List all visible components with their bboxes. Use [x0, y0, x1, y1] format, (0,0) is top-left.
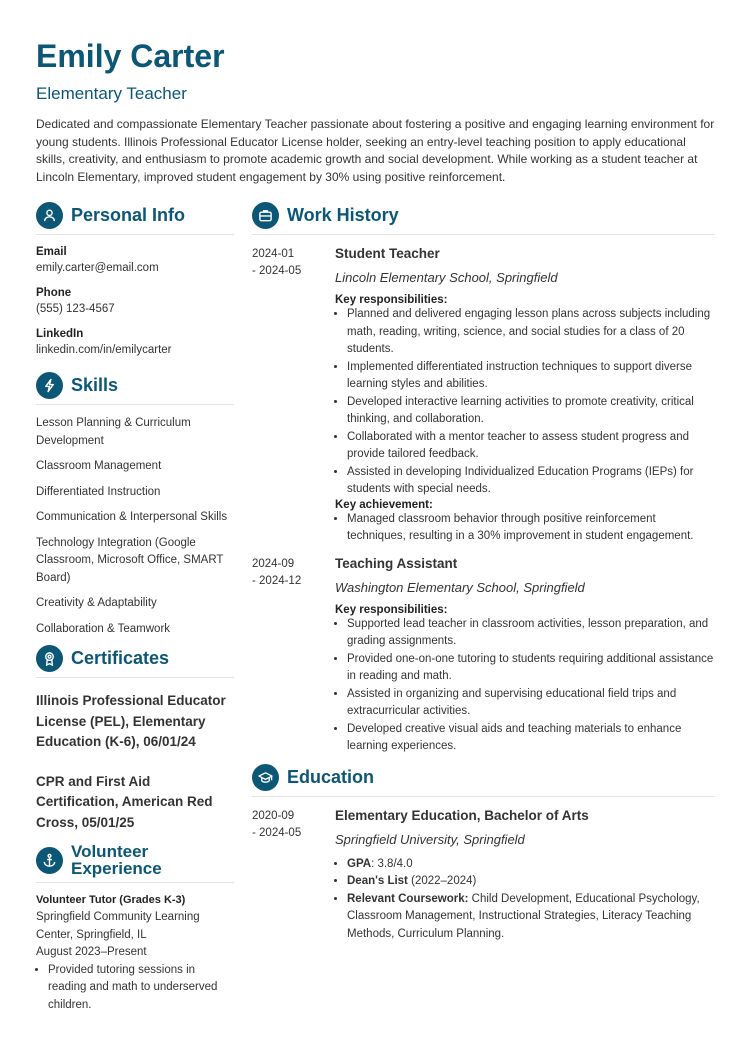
section-title: Education — [287, 766, 375, 787]
linkedin-link[interactable]: linkedin.com/in/emilycarter — [36, 344, 172, 356]
job-body — [335, 556, 715, 756]
section-header — [252, 202, 715, 235]
skill-item: Collaboration & Teamwork — [36, 622, 171, 635]
job-entry — [252, 556, 715, 756]
achievements-list — [335, 511, 715, 546]
detail-label: GPA — [347, 857, 372, 870]
bullet-item: • Planned and delivered engaging lesson plans across subjects including math, reading, writing, science, and social studies for a class of 20 students. — [347, 306, 715, 359]
contact-item — [36, 287, 234, 315]
section-header — [36, 843, 234, 883]
volunteer-section — [36, 843, 234, 1014]
detail-value: Child Development, Educational Psychology, Classroom Management, Instructional Strategies, Literacy Teaching Methods, Curriculum Planning. — [347, 892, 700, 940]
contact-item — [36, 246, 234, 274]
section-header — [252, 764, 715, 797]
volunteer-org: Springfield Community Learning Center, Springfield, IL — [36, 911, 200, 941]
work-history-section — [252, 202, 715, 756]
left-column — [36, 202, 234, 1014]
section-title-line: Experience — [71, 859, 162, 878]
certificate-item: CPR and First Aid Certification, American Red Cross, 05/01/25 — [36, 773, 213, 830]
section-title: Work History — [287, 205, 399, 225]
candidate-name: Emily Carter — [36, 38, 225, 74]
skill-item: Classroom Management — [36, 460, 162, 472]
responsibilities-label: Key responsibilities: — [335, 603, 448, 616]
job-dates — [252, 246, 335, 546]
graduation-cap-icon — [252, 764, 279, 791]
date-start: 2020-09 — [252, 809, 295, 822]
job-role: Teaching Assistant — [335, 555, 458, 571]
section-title — [71, 843, 162, 877]
bullet-item: • Implemented differentiated instruction techniques to support diverse learning styles and abilities. — [347, 359, 715, 394]
responsibilities-list — [335, 306, 715, 499]
section-header — [36, 645, 234, 678]
volunteer-bullets — [36, 962, 234, 1015]
detail-value: 3.8/4.0 — [377, 857, 413, 870]
responsibilities-list — [335, 616, 715, 756]
education-body — [335, 808, 715, 944]
contact-item — [36, 328, 234, 356]
phone-value: (555) 123-4567 — [36, 303, 115, 315]
right-column — [252, 202, 715, 943]
award-icon — [36, 645, 63, 672]
bullet-item: • Developed creative visual aids and teaching materials to enhance learning experiences. — [347, 721, 715, 756]
section-title: Skills — [71, 375, 119, 395]
skill-item: Communication & Interpersonal Skills — [36, 511, 228, 523]
section-title-line: Volunteer — [71, 842, 149, 861]
skill-item: Lesson Planning & Curriculum Development — [36, 417, 191, 447]
detail-separator: : — [371, 857, 378, 870]
date-end: - 2024-12 — [252, 574, 302, 587]
detail-label: Dean's List — [347, 875, 408, 887]
date-start: 2024-09 — [252, 557, 295, 570]
lightning-icon — [36, 372, 63, 399]
job-body — [335, 246, 715, 546]
date-start: 2024-01 — [252, 248, 295, 260]
job-entry — [252, 246, 715, 546]
summary: Dedicated and compassionate Elementary Teacher passionate about fostering a positive and engaging learning environment for young students. Illinois Professional Educator License holder, seeking an entry-level teaching position to apply educational skills, creativity, and enthusiasm to promote academic growth and social development. While working as a student teacher at Lincoln Elementary, improved student engagement by 30% using positive reinforcement. — [36, 117, 715, 184]
bullet-item: • Developed interactive learning activities to promote creativity, critical thinking, and collaboration. — [347, 394, 715, 429]
education-section — [252, 764, 715, 944]
detail-label: Relevant Coursework: — [347, 892, 469, 905]
skills-section — [36, 372, 234, 638]
contact-label: Email — [36, 246, 67, 258]
bullet-item — [347, 856, 715, 874]
section-title: Personal Info — [71, 205, 186, 225]
education-details — [335, 856, 715, 944]
anchor-icon — [36, 847, 63, 874]
person-icon — [36, 202, 63, 229]
date-end: - 2024-05 — [252, 265, 302, 277]
skill-item: Creativity & Adaptability — [36, 597, 157, 609]
volunteer-dates: August 2023–Present — [36, 946, 147, 958]
achievement-label: Key achievement: — [335, 498, 433, 511]
responsibilities-label: Key responsibilities: — [335, 294, 448, 306]
bullet-item: • Assisted in developing Individualized Education Programs (IEPs) for students with special needs. — [347, 464, 715, 499]
section-header — [36, 202, 234, 235]
job-org: Lincoln Elementary School, Springfield — [335, 270, 558, 285]
skill-item: Differentiated Instruction — [36, 485, 161, 498]
bullet-item: • Provided tutoring sessions in reading and math to underserved children. — [48, 962, 234, 1015]
bullet-item: • Collaborated with a mentor teacher to assess student progress and provide tailored feedback. — [347, 429, 715, 464]
degree: Elementary Education, Bachelor of Arts — [335, 807, 589, 823]
email-link[interactable]: emily.carter@email.com — [36, 262, 159, 274]
job-org: Washington Elementary School, Springfield — [335, 579, 585, 595]
job-role: Student Teacher — [335, 246, 440, 261]
briefcase-icon — [252, 202, 279, 229]
job-dates — [252, 556, 335, 756]
personal-info-section — [36, 202, 234, 356]
contact-label: LinkedIn — [36, 328, 84, 340]
bullet-item: • Provided one-on-one tutoring to students requiring additional assistance in reading and math. — [347, 651, 715, 686]
bullet-item: • Assisted in organizing and supervising educational field trips and extracurricular activities. — [347, 686, 715, 721]
certificates-section — [36, 645, 234, 833]
education-entry — [252, 808, 715, 944]
education-dates — [252, 808, 335, 944]
contact-label: Phone — [36, 287, 72, 299]
date-end: - 2024-05 — [252, 826, 302, 839]
bullet-item: • Supported lead teacher in classroom activities, lesson preparation, and grading assignments. — [347, 616, 715, 651]
volunteer-role: Volunteer Tutor (Grades K-3) — [36, 894, 186, 906]
skill-item: Technology Integration (Google Classroom, Microsoft Office, SMART Board) — [36, 536, 224, 584]
section-header — [36, 372, 234, 405]
section-title: Certificates — [71, 648, 170, 668]
detail-value: (2022–2024) — [411, 875, 477, 887]
bullet-item: • Managed classroom behavior through positive reinforcement techniques, resulting in a 30% improvement in student engagement. — [347, 511, 715, 546]
certificate-item: Illinois Professional Educator License (PEL), Elementary Education (K-6), 06/01/24 — [36, 693, 226, 749]
bullet-item — [347, 873, 715, 891]
bullet-item — [347, 891, 715, 944]
job-title: Elementary Teacher — [36, 84, 187, 103]
school: Springfield University, Springfield — [335, 831, 525, 847]
